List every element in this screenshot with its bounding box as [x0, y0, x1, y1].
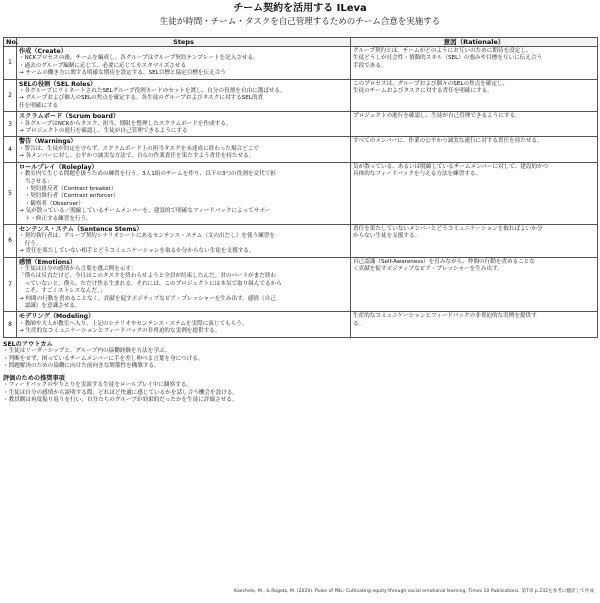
rationale-cell [351, 224, 598, 257]
header-steps: Steps [17, 38, 351, 47]
evaluation-item: ・教員側は再度振り返りを行い、自分たちのグループが効果的だったかを生徒に評価させる。 [3, 397, 238, 404]
rationale-text-line: 生徒どうしが社会性・情動的スキル（SEL）の強みや目標を互いに伝え合う [353, 55, 543, 62]
rationale-cell [351, 137, 598, 162]
step-cell [17, 79, 351, 112]
step-number: 6 [4, 224, 17, 257]
rationale-text-line: プロジェクトの進行を確認し、生徒が自己管理できるようにする。 [353, 113, 521, 120]
page-subtitle: 生徒が時間・チーム・タスクを自己管理するためのチーム合意を実施する [159, 17, 441, 27]
evaluation-item: ・フィードバックのやりとりを実演する生徒をロールプレイ中に観察する。 [3, 382, 193, 389]
table-row [4, 47, 598, 80]
step-number: 7 [4, 257, 17, 312]
step-cell [17, 112, 351, 137]
rationale-text-line: 手段である。 [353, 62, 387, 69]
header-purpose: 意図（Rationale） [351, 38, 598, 47]
step-number: 2 [4, 79, 17, 112]
step-cell [17, 257, 351, 312]
step-text-line: → 各メンバーに対し、公平かつ誠実な方法で、自らの作業責任を果たすよう責任を持たせる。 [19, 153, 255, 160]
outcome-item: ・問題解決のための協働に向けた前向きな関係性を構築する。 [3, 363, 160, 370]
source-citation: Kaechele, M., & Rogotz, M. (2020). Pulse of PBL: Cultivating equity through social emotional learning. Times 10 Publications. 第7章 p.232を参考に翻訳して作成 [234, 589, 594, 594]
step-text-line: 「僕らは反直だけど、今日はこのタスクを終わらせようと全員が約束したんだ。君のパートがまだ終わ [19, 273, 277, 280]
step-number: 4 [4, 137, 17, 162]
outcomes-heading: SELのアウトカム [3, 341, 53, 348]
rationale-text-line: このプロセスは、グループおよび個々のSELの焦点を確定し、 [353, 80, 509, 87]
step-cell [17, 137, 351, 162]
step-text-line: → 仲間の行動を責めることなく、貢献を促すポジティブなピア・プレッシャーを生み出す。感情（自己 [19, 295, 276, 302]
table-header-row [4, 38, 598, 47]
table-row [4, 257, 598, 312]
header-no: No. [4, 38, 17, 47]
sel-outcomes [3, 341, 597, 371]
table-row [4, 224, 598, 257]
step-text-line: 認識）を意識させる。 [19, 303, 81, 309]
rationale-text-line: 生産的なコミュニケーションとフィードバックの非脅迫的な実例を提供す [353, 313, 537, 320]
step-text-line: 行う。 [19, 240, 42, 247]
rationale-text-line: 自己認識（Self-Awareness）を育みながら、仲間の行動を責めることな [353, 258, 535, 265]
step-text-line: ・警告は、生徒が約定を守らず、スクラムボード上の担当タスクを未達成に終わった場合どこで [19, 145, 259, 152]
step-text-line: ・生徒は自分の感情から言葉を選ぶ例を示す： [19, 265, 137, 272]
step-text-line: → 気が散っている／脱線しているチームメンバーを、建設的で明確なフィードバックによってサポー [19, 208, 271, 215]
evaluation-item: ・生徒は自分の感情から説明する際、どれほど快適に感じているかを話し合う機会を設ける。 [3, 389, 238, 396]
step-title: スクラムボード（Scrum board） [19, 113, 120, 121]
evaluation-heading: 評価のための推奨事項 [3, 375, 65, 382]
step-cell [17, 47, 351, 80]
step-number: 3 [4, 112, 17, 137]
rationale-cell [351, 112, 598, 137]
outcome-item: ・判断をせず、困っているチームメンバーに手を差し伸べる言葉を身につける。 [3, 355, 204, 362]
page-title: チーム契約を活用する ILeva [233, 3, 367, 14]
step-title: 感情（Emotions） [19, 258, 77, 266]
rationale-text-line: 具体的なフィードバックを与える方法を練習する。 [353, 171, 482, 178]
evaluation-recommendations [3, 375, 597, 405]
step-text-line: ・各グループはNCKからタスク、担当、期限を整理したスクラムボードを作成する。 [19, 120, 232, 127]
step-text-line: ・契約違反者（Contract breaker） [19, 185, 117, 192]
step-text-line: ・教室内で生じる問題を扱うための練習を行う。3人1組のチームを作り、以下の3つの役割を交代で担 [19, 171, 276, 178]
rationale-text-line: からない生徒を支援する。 [353, 233, 421, 240]
table-row [4, 112, 598, 137]
rationale-cell [351, 79, 598, 112]
step-text-line: ・契約執行者は、グループ契約シナリオシートにあるセンテンス・ステム（文の出だし）を使う練習を [19, 233, 275, 240]
step-title: モデリング（Modeling） [19, 313, 95, 321]
rationale-text-line: すべてのメンバーに、作業の公平かつ誠実な遂行に対する責任を持たせる。 [353, 138, 543, 145]
step-text-line: 任を明確にする [19, 102, 59, 109]
step-number: 5 [4, 162, 17, 224]
step-title: SELの役割（SEL Roles） [19, 80, 97, 88]
step-title: センテンス・ステム（Sentence Stems） [19, 225, 143, 233]
rationale-text-line: 生徒のチームおよびタスクに対する責任を明確にする。 [353, 88, 493, 95]
step-title: ロールプレイ（Roleplay） [19, 163, 98, 171]
step-cell [17, 162, 351, 224]
table-row [4, 79, 598, 112]
rationale-text-line: る。 [353, 320, 365, 327]
table-row [4, 162, 598, 224]
step-title: 作成（Create） [19, 48, 67, 55]
step-text-line: ・各グループにラミネートされたSELグループ役割カードのセットを渡し、自分の役割を自由に選ばせる。 [19, 88, 286, 95]
rationale-cell [351, 312, 598, 337]
step-text-line: → 責任を果たしていない相手とどうコミュニケーションを取るか分からない生徒を支援する。 [19, 248, 255, 255]
step-text-line: ・過去のグループ編制に応じて、必要に応じてカスタマイズさせる [19, 62, 187, 69]
step-cell [17, 224, 351, 257]
step-text-line: → グループおよび個人のSELの焦点を確定する。各生徒のグループおよびタスクに対するSEL的責 [19, 95, 264, 102]
step-text-line: 当させる： [19, 178, 53, 185]
outcome-item: ・生徒はリーダーシップと、グループ内の協働経験を方法を学ぶ。 [3, 348, 171, 355]
step-number: 8 [4, 312, 17, 337]
rationale-cell [351, 162, 598, 224]
step-text-line: ・NCKプロセスの後、チームを編成し、各グループはグループ契約テンプレートを記入させる。 [19, 55, 259, 62]
step-text-line: ・観察者（Observer） [19, 200, 84, 207]
step-cell [17, 312, 351, 337]
rationale-text-line: く貢献を促すポジティブなピア・プレッシャーを生み出す。 [353, 265, 503, 272]
steps-table [3, 37, 598, 338]
step-text-line: ・教師や大人が教室へ入り、上記のシナリオやセンテンス・ステムを実際に演じてもらう。 [19, 320, 248, 327]
step-text-line: こそ、すごくストレスなんだ。」 [19, 288, 106, 295]
step-text-line: ト・修正する練習を行う。 [19, 215, 92, 222]
step-number: 1 [4, 47, 17, 80]
rationale-cell [351, 257, 598, 312]
step-text-line: → 生産的なコミュニケーションとフィードバックの非脅迫的な実例を提供する。 [19, 328, 221, 335]
rationale-text-line: 責任を果たしていないメンバーとどうコミュニケーションを取ればよいか分 [353, 225, 543, 232]
step-text-line: ・契約執行者（Contract enforcer） [19, 193, 119, 200]
step-text-line: → チームの働き方に関する明確な期待を設定する、SEL目標と協定目標を伝え合う [19, 70, 226, 77]
table-row [4, 137, 598, 162]
rationale-text-line: グループ契約とは、チームがどのようにお互いのために期待を設定し、 [353, 48, 532, 54]
rationale-cell [351, 47, 598, 80]
step-title: 警告（Warnings） [19, 138, 77, 146]
table-row [4, 312, 598, 337]
step-text-line: っていないと、僕ら、ただけ焦る生まれる。それには、このプロジェクトには本気で取り組んでるから [19, 280, 282, 287]
step-text-line: → プロジェクトの進行を確認し、生徒が自己管理できるようにする [19, 128, 188, 135]
rationale-text-line: 気が散っている、あるいは脱線しているチームメンバーに対して、建設的かつ [353, 163, 549, 170]
